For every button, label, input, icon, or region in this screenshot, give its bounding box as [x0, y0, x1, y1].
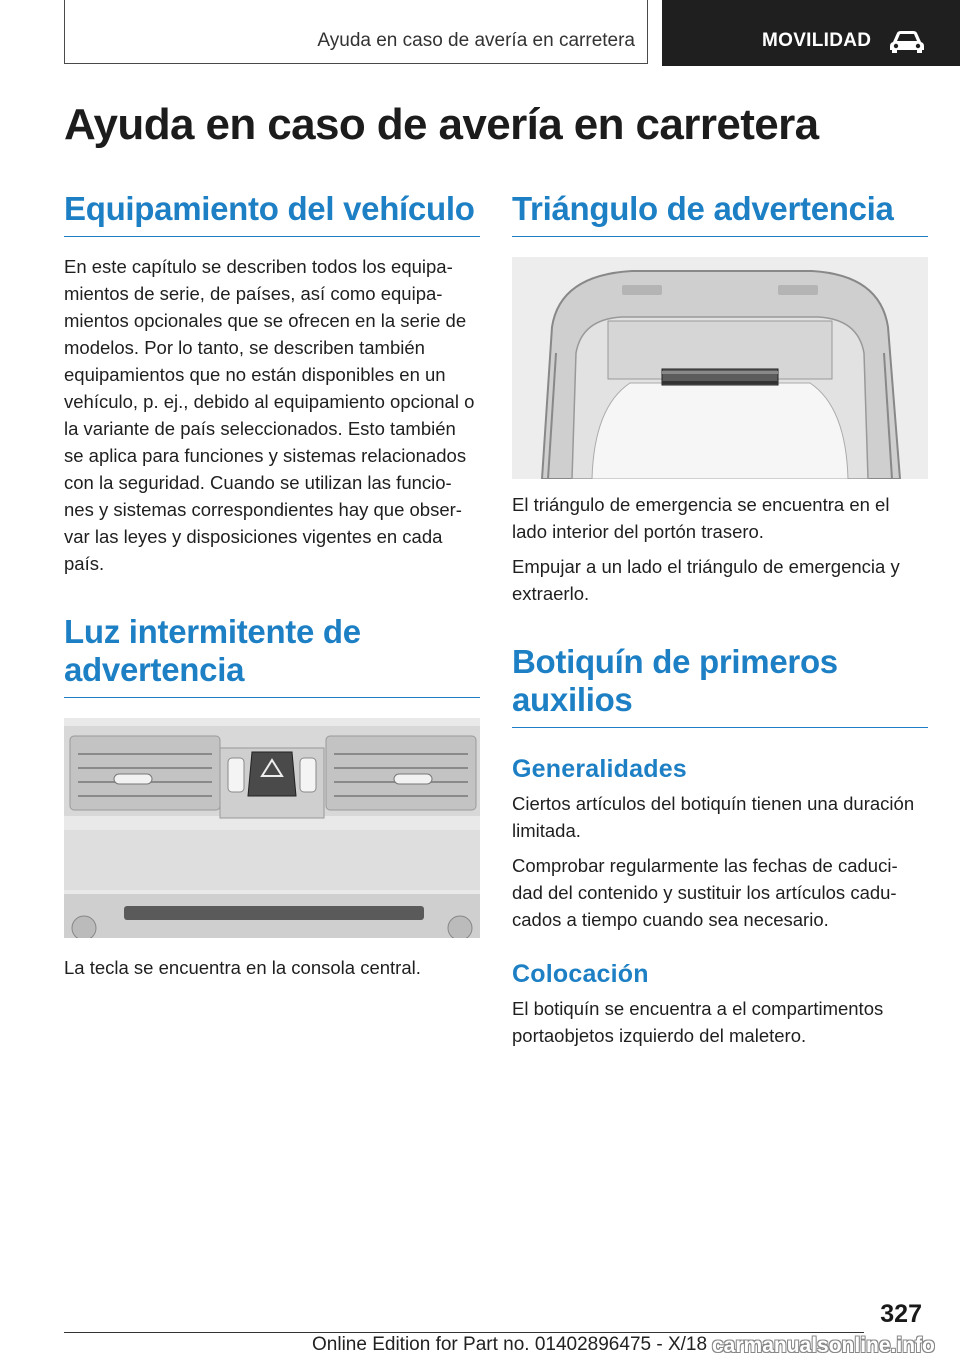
- warning-triangle-image: [512, 257, 928, 479]
- placement-text: El botiquín se encuentra a el compartimentos portaobjetos izquierdo del maletero.: [512, 998, 884, 1046]
- hazard-caption: La tecla se encuentra en la consola central.: [64, 957, 421, 978]
- hazard-heading: Luz intermitente de advertencia: [64, 613, 480, 698]
- general-heading: Generalidades: [512, 755, 687, 783]
- general-text-1: Ciertos artículos del botiquín tienen una duración limitada.: [512, 793, 915, 841]
- triangle-text-2: Empujar a un lado el triángulo de emergencia y extraerlo.: [512, 556, 900, 604]
- first-aid-heading: Botiquín de primeros auxilios: [512, 643, 928, 728]
- triangle-text-1: El triángulo de emergencia se encuentra en el lado interior del portón trasero.: [512, 494, 890, 542]
- right-column: [512, 190, 928, 1049]
- page-header: [0, 0, 960, 66]
- placement-heading: Colocación: [512, 960, 649, 988]
- triangle-heading: Triángulo de advertencia: [512, 190, 928, 237]
- section-tab: [662, 0, 960, 66]
- car-icon: [888, 28, 926, 54]
- equipment-text: En este capítulo se describen todos los equipa- mientos de serie, de países, así como equipa- mientos opcionales que se ofrecen en la serie de modelos. Por lo tanto, se describen también equipamientos que no están disponibles en un vehículo, p. ej., debido al equipamiento opcional o la variante de país seleccionados. Esto también se aplica para funciones y sistemas relacionados con la seguridad. Cuando se utilizan las funcio- nes y sistemas correspondientes hay que obser- var las leyes y disposiciones vigentes en cada país.: [64, 256, 475, 574]
- chapter-tab: [64, 0, 648, 64]
- page-number: 327: [880, 1300, 922, 1328]
- page-title: Ayuda en caso de avería en carretera: [64, 100, 819, 149]
- footer-rule: [64, 1332, 864, 1333]
- watermark: carmanualsonline.info: [712, 1334, 935, 1357]
- left-column: [64, 190, 480, 981]
- hazard-switch-image: [64, 718, 480, 938]
- chapter-title: Ayuda en caso de avería en carretera: [317, 30, 635, 51]
- section-label: MOVILIDAD: [762, 30, 872, 51]
- footer-edition: Online Edition for Part no. 01402896475 - X/18: [312, 1334, 708, 1355]
- general-text-2: Comprobar regularmente las fechas de caduci- dad del contenido y sustituir los artículos cadu- cados a tiempo cuando sea necesario.: [512, 855, 898, 930]
- equipment-heading: Equipamiento del vehículo: [64, 190, 480, 237]
